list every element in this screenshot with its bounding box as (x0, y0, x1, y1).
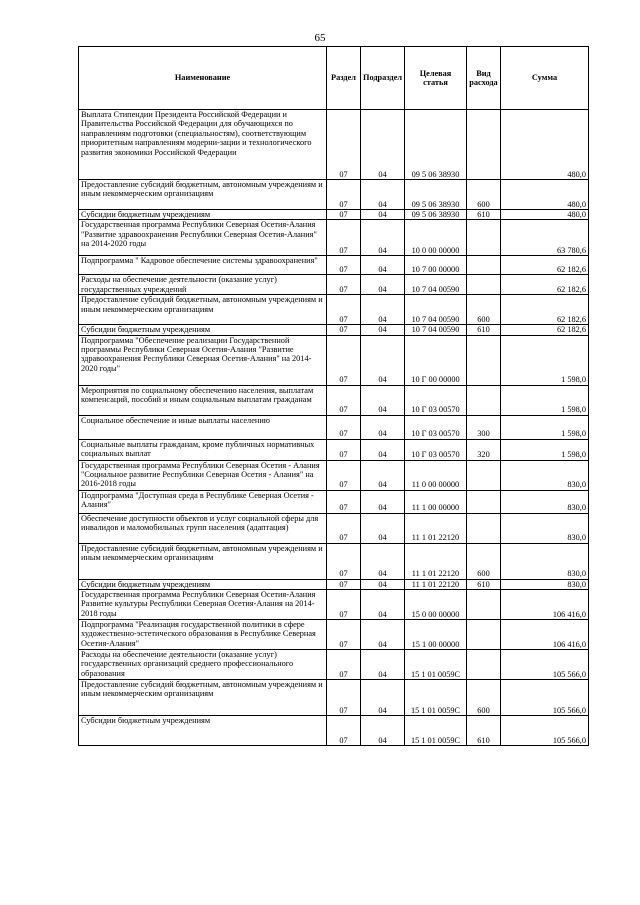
row-amount: 830,0 (501, 579, 589, 589)
row-subsection: 04 (361, 180, 405, 210)
row-target: 15 1 01 0059С (405, 679, 467, 715)
row-subsection: 04 (361, 220, 405, 256)
row-subsection: 04 (361, 415, 405, 439)
table-row (79, 649, 589, 679)
row-target: 10 7 00 00000 (405, 256, 467, 275)
row-subsection: 04 (361, 275, 405, 295)
row-amount: 830,0 (501, 543, 589, 579)
row-amount: 105 566,0 (501, 679, 589, 715)
row-subsection: 04 (361, 335, 405, 385)
row-name: Субсидии бюджетным учреждениям (79, 579, 327, 589)
row-amount: 105 566,0 (501, 715, 589, 745)
row-target: 11 1 01 22120 (405, 579, 467, 589)
row-expense-type (467, 490, 501, 513)
header-amount: Сумма (501, 47, 589, 110)
row-subsection: 04 (361, 295, 405, 325)
row-target: 10 Г 03 00570 (405, 439, 467, 460)
row-target: 11 1 01 22120 (405, 543, 467, 579)
row-name: Мероприятия по социальному обеспечению населения, выплатам компенсаций, пособий и иным социальным выплатам гражданам (79, 385, 327, 415)
row-amount: 480,0 (501, 180, 589, 210)
table-row (79, 460, 589, 490)
row-name: Государственная программа Республики Северная Осетия-Алания Развитие культуры Республики Северная Осетия-Алания на 2014-2018 годы (79, 589, 327, 619)
header-section: Раздел (327, 47, 361, 110)
table-row (79, 415, 589, 439)
row-subsection: 04 (361, 649, 405, 679)
row-target: 11 0 00 00000 (405, 460, 467, 490)
row-expense-type (467, 256, 501, 275)
row-expense-type (467, 589, 501, 619)
row-section: 07 (327, 579, 361, 589)
table-row (79, 543, 589, 579)
row-amount: 62 182,6 (501, 325, 589, 335)
row-subsection: 04 (361, 619, 405, 649)
row-target: 10 Г 00 00000 (405, 335, 467, 385)
row-section: 07 (327, 513, 361, 543)
row-name: Предоставление субсидий бюджетным, автономным учреждениям и иным некоммерческим организациям (79, 295, 327, 325)
row-amount: 62 182,6 (501, 256, 589, 275)
row-target: 09 5 06 38930 (405, 180, 467, 210)
row-name: Предоставление субсидий бюджетным, автономным учреждениям и иным некоммерческим организациям (79, 679, 327, 715)
row-section: 07 (327, 335, 361, 385)
row-expense-type (467, 649, 501, 679)
table-header-row (79, 47, 589, 110)
table-row (79, 335, 589, 385)
row-subsection: 04 (361, 460, 405, 490)
row-target: 10 0 00 00000 (405, 220, 467, 256)
table-row (79, 295, 589, 325)
table-row (79, 325, 589, 335)
row-subsection: 04 (361, 543, 405, 579)
row-name: Предоставление субсидий бюджетным, автономным учреждениям и иным некоммерческим организациям (79, 543, 327, 579)
row-expense-type: 610 (467, 579, 501, 589)
row-amount: 1 598,0 (501, 439, 589, 460)
row-expense-type: 300 (467, 415, 501, 439)
row-amount: 480,0 (501, 110, 589, 180)
row-target: 11 1 01 22120 (405, 513, 467, 543)
row-name: Подпрограмма "Обеспечение реализации Государственной программы Республики Северная Осетия-Алания "Развитие здравоохранения Республики Северная Осетия-Алания" на 2014-2020 годы" (79, 335, 327, 385)
row-subsection: 04 (361, 490, 405, 513)
row-amount: 106 416,0 (501, 619, 589, 649)
row-section: 07 (327, 385, 361, 415)
row-target: 10 7 04 00590 (405, 275, 467, 295)
row-name: Предоставление субсидий бюджетным, автономным учреждениям и иным некоммерческим организациям (79, 180, 327, 210)
budget-table (78, 46, 589, 746)
row-expense-type (467, 220, 501, 256)
table-row (79, 275, 589, 295)
row-target: 10 Г 03 00570 (405, 415, 467, 439)
row-name: Обеспечение доступности объектов и услуг социальной сферы для инвалидов и маломобильных групп населения (адаптация) (79, 513, 327, 543)
header-expense-type: Вид расхода (467, 47, 501, 110)
row-expense-type: 600 (467, 295, 501, 325)
row-subsection: 04 (361, 589, 405, 619)
row-expense-type (467, 619, 501, 649)
row-section: 07 (327, 715, 361, 745)
row-section: 07 (327, 220, 361, 256)
row-expense-type: 600 (467, 679, 501, 715)
row-section: 07 (327, 415, 361, 439)
row-amount: 62 182,6 (501, 295, 589, 325)
row-subsection: 04 (361, 110, 405, 180)
row-expense-type: 600 (467, 180, 501, 210)
table-row (79, 180, 589, 210)
row-amount: 63 780,6 (501, 220, 589, 256)
row-section: 07 (327, 589, 361, 619)
row-target: 09 5 06 38930 (405, 210, 467, 220)
table-row (79, 490, 589, 513)
row-section: 07 (327, 295, 361, 325)
row-section: 07 (327, 649, 361, 679)
row-expense-type (467, 110, 501, 180)
row-target: 10 7 04 00590 (405, 295, 467, 325)
row-amount: 830,0 (501, 460, 589, 490)
row-name: Подпрограмма "Реализация государственной политики в сфере художественно-эстетического образования в Республике Северная Осетия-Алания" (79, 619, 327, 649)
row-name: Субсидии бюджетным учреждениям (79, 325, 327, 335)
row-expense-type (467, 335, 501, 385)
row-subsection: 04 (361, 513, 405, 543)
header-name: Наименование (79, 47, 327, 110)
table-row (79, 220, 589, 256)
row-expense-type: 600 (467, 543, 501, 579)
row-target: 09 5 06 38930 (405, 110, 467, 180)
row-name: Социальные выплаты гражданам, кроме публичных нормативных социальных выплат (79, 439, 327, 460)
row-name: Подпрограмма " Кадровое обеспечение системы здравоохранения" (79, 256, 327, 275)
row-target: 15 0 00 00000 (405, 589, 467, 619)
row-amount: 830,0 (501, 490, 589, 513)
row-section: 07 (327, 490, 361, 513)
row-amount: 1 598,0 (501, 335, 589, 385)
row-target: 15 1 01 0059С (405, 649, 467, 679)
row-section: 07 (327, 275, 361, 295)
row-subsection: 04 (361, 579, 405, 589)
page-number: 65 (314, 32, 326, 44)
row-expense-type (467, 385, 501, 415)
table-row (79, 513, 589, 543)
row-amount: 106 416,0 (501, 589, 589, 619)
row-expense-type (467, 513, 501, 543)
row-expense-type: 320 (467, 439, 501, 460)
row-section: 07 (327, 210, 361, 220)
table-row (79, 589, 589, 619)
row-amount: 480,0 (501, 210, 589, 220)
row-expense-type: 610 (467, 715, 501, 745)
row-name: Государственная программа Республики Северная Осетия - Алания "Социальное развитие Республики Северная Осетия - Алания" на 2016-2018 годы (79, 460, 327, 490)
row-name: Государственная программа Республики Северная Осетия-Алания "Развитие здравоохранения Республики Северная Осетия-Алания" на 2014-2020 годы (79, 220, 327, 256)
row-target: 11 1 00 00000 (405, 490, 467, 513)
table-row (79, 715, 589, 745)
row-expense-type (467, 275, 501, 295)
row-amount: 105 566,0 (501, 649, 589, 679)
row-expense-type (467, 460, 501, 490)
row-section: 07 (327, 110, 361, 180)
header-subsection: Подраздел (361, 47, 405, 110)
row-subsection: 04 (361, 679, 405, 715)
row-name: Расходы на обеспечение деятельности (оказание услуг) государственных учреждений (79, 275, 327, 295)
row-amount: 830,0 (501, 513, 589, 543)
table-row (79, 619, 589, 649)
table-row (79, 579, 589, 589)
row-name: Подпрограмма "Доступная среда в Республике Северная Осетия - Алания" (79, 490, 327, 513)
table-row (79, 439, 589, 460)
row-subsection: 04 (361, 325, 405, 335)
row-section: 07 (327, 619, 361, 649)
row-section: 07 (327, 256, 361, 275)
table-row (79, 256, 589, 275)
row-section: 07 (327, 180, 361, 210)
row-section: 07 (327, 679, 361, 715)
row-target: 10 7 04 00590 (405, 325, 467, 335)
row-target: 15 1 01 0059С (405, 715, 467, 745)
row-name: Социальное обеспечение и иные выплаты населению (79, 415, 327, 439)
table-row (79, 110, 589, 180)
row-section: 07 (327, 543, 361, 579)
row-expense-type: 610 (467, 325, 501, 335)
row-amount: 1 598,0 (501, 415, 589, 439)
row-name: Субсидии бюджетным учреждениям (79, 210, 327, 220)
row-target: 10 Г 03 00570 (405, 385, 467, 415)
row-subsection: 04 (361, 439, 405, 460)
row-name: Расходы на обеспечение деятельности (оказание услуг) государственных организаций среднего профессионального образования (79, 649, 327, 679)
row-amount: 62 182,6 (501, 275, 589, 295)
table-row (79, 210, 589, 220)
row-name: Выплата Стипендии Президента Российской Федерации и Правительства Российской Федерации для обучающихся по направлениям подготовки (специальностям), соответствующим приоритетным направлениям модерни-зации и технологического развития экономики Российской Федерации (79, 110, 327, 180)
row-subsection: 04 (361, 715, 405, 745)
row-target: 15 1 00 00000 (405, 619, 467, 649)
table-row (79, 385, 589, 415)
table-row (79, 679, 589, 715)
row-section: 07 (327, 439, 361, 460)
header-target: Целевая статья (405, 47, 467, 110)
row-subsection: 04 (361, 256, 405, 275)
row-name: Субсидии бюджетным учреждениям (79, 715, 327, 745)
row-section: 07 (327, 325, 361, 335)
row-section: 07 (327, 460, 361, 490)
row-expense-type: 610 (467, 210, 501, 220)
row-subsection: 04 (361, 385, 405, 415)
row-subsection: 04 (361, 210, 405, 220)
row-amount: 1 598,0 (501, 385, 589, 415)
